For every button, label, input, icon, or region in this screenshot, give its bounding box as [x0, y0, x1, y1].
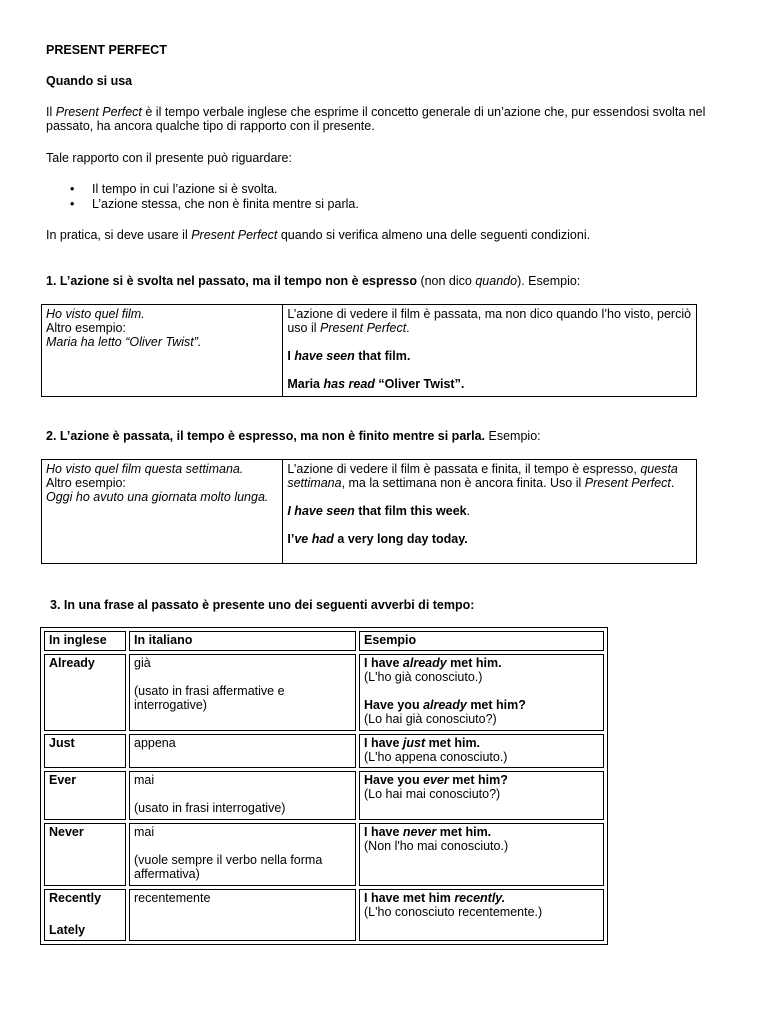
section-2-left-cell [42, 460, 283, 564]
bullet-item: • L’azione stessa, che non è finita mentre si parla. [46, 197, 646, 212]
usage-note: (usato in frasi affermative e interrogative) [134, 684, 285, 712]
english-example-2: Have you already met him? [364, 698, 526, 712]
table-row [44, 771, 604, 820]
adverbs-table [40, 627, 608, 945]
example-cell [359, 823, 604, 886]
altro-esempio-label: Altro esempio: [46, 476, 126, 490]
example-cell [359, 654, 604, 731]
english-example: I have seen that film. [287, 349, 411, 363]
english-example: I have already met him. [364, 656, 502, 670]
adverb-english: Ever [44, 771, 126, 820]
adverb-italian: appena [129, 734, 356, 768]
english-example: I have met him recently. [364, 891, 506, 905]
english-example: Have you ever met him? [364, 773, 508, 787]
adverb-english: Recently Lately [44, 889, 126, 941]
section-2-heading: 2. L’azione è passata, il tempo è espresso, ma non è finito mentre si parla. Esempio: [46, 429, 541, 443]
bullet-item: • Il tempo in cui l’azione si è svolta. [46, 182, 646, 197]
section-1-right-cell [283, 305, 697, 397]
english-example-2: Maria has read “Oliver Twist”. [287, 377, 465, 391]
example-cell [359, 734, 604, 768]
table-row [44, 823, 604, 886]
adverb-italian: recentemente [129, 889, 356, 941]
adverb-english-2: Lately [49, 923, 86, 937]
explanation-text: L’azione di vedere il film è passata, ma non dico quando l’ho visto, perciò uso il Present Perfect. [287, 307, 692, 335]
pratica-paragraph: In pratica, si deve usare il Present Perfect quando si verifica almeno una delle seguenti condizioni. [46, 228, 591, 242]
section-3-heading: 3. In una frase al passato è presente uno dei seguenti avverbi di tempo: [50, 598, 475, 612]
section-2-right-cell [283, 460, 697, 564]
translation: (L'ho appena conosciuto.) [364, 750, 508, 764]
adverb-english: Already [44, 654, 126, 731]
adverb-english: Never [44, 823, 126, 886]
translation-2: (Lo hai già conosciuto?) [364, 712, 497, 726]
table-row [44, 654, 604, 731]
usage-note: (vuole sempre il verbo nella forma affermativa) [134, 853, 323, 881]
example-cell [359, 771, 604, 820]
column-header: In inglese [44, 631, 126, 651]
english-example: I have never met him. [364, 825, 492, 839]
column-header: In italiano [129, 631, 356, 651]
intro-paragraph: Il Present Perfect è il tempo verbale inglese che esprime il concetto generale di un’azione che, pur essendosi svolta nel passato, ha ancora qualche tipo di rapporto con il presente. [46, 105, 706, 133]
table-row [44, 734, 604, 768]
section-1-left-cell [42, 305, 283, 397]
translation: (L'ho già conosciuto.) [364, 670, 483, 684]
english-example: I have just met him. [364, 736, 481, 750]
section-heading-quando: Quando si usa [46, 74, 133, 88]
document-title: PRESENT PERFECT [46, 43, 167, 57]
italian-example-2: Maria ha letto “Oliver Twist”. [46, 335, 202, 349]
example-cell [359, 889, 604, 941]
adverb-italian: mai (vuole sempre il verbo nella forma affermativa) [129, 823, 356, 886]
section-1-heading: 1. L’azione si è svolta nel passato, ma il tempo non è espresso (non dico quando). Esempio: [46, 274, 581, 288]
english-example-2: I’ve had a very long day today. [287, 532, 468, 546]
rapporto-paragraph: Tale rapporto con il presente può riguardare: [46, 151, 292, 165]
section-2-example-table [41, 459, 697, 564]
bullet-list [46, 182, 646, 212]
explanation-text: L’azione di vedere il film è passata e finita, il tempo è espresso, questa settimana, ma la settimana non è ancora finita. Uso il Present Perfect. [287, 462, 678, 490]
altro-esempio-label: Altro esempio: [46, 321, 126, 335]
translation: (L'ho conosciuto recentemente.) [364, 905, 543, 919]
italian-example: Ho visto quel film questa settimana. [46, 462, 244, 476]
translation: (Lo hai mai conosciuto?) [364, 787, 501, 801]
adverb-italian: già (usato in frasi affermative e interrogative) [129, 654, 356, 731]
usage-note: (usato in frasi interrogative) [134, 801, 286, 815]
italian-example: Ho visto quel film. [46, 307, 145, 321]
translation: (Non l'ho mai conosciuto.) [364, 839, 509, 853]
section-1-example-table [41, 304, 697, 397]
table-header-row [44, 631, 604, 651]
adverb-italian: mai (usato in frasi interrogative) [129, 771, 356, 820]
table-row [44, 889, 604, 941]
column-header: Esempio [359, 631, 604, 651]
adverb-english: Just [44, 734, 126, 768]
english-example: I have seen that film this week. [287, 504, 471, 518]
italian-example-2: Oggi ho avuto una giornata molto lunga. [46, 490, 269, 504]
